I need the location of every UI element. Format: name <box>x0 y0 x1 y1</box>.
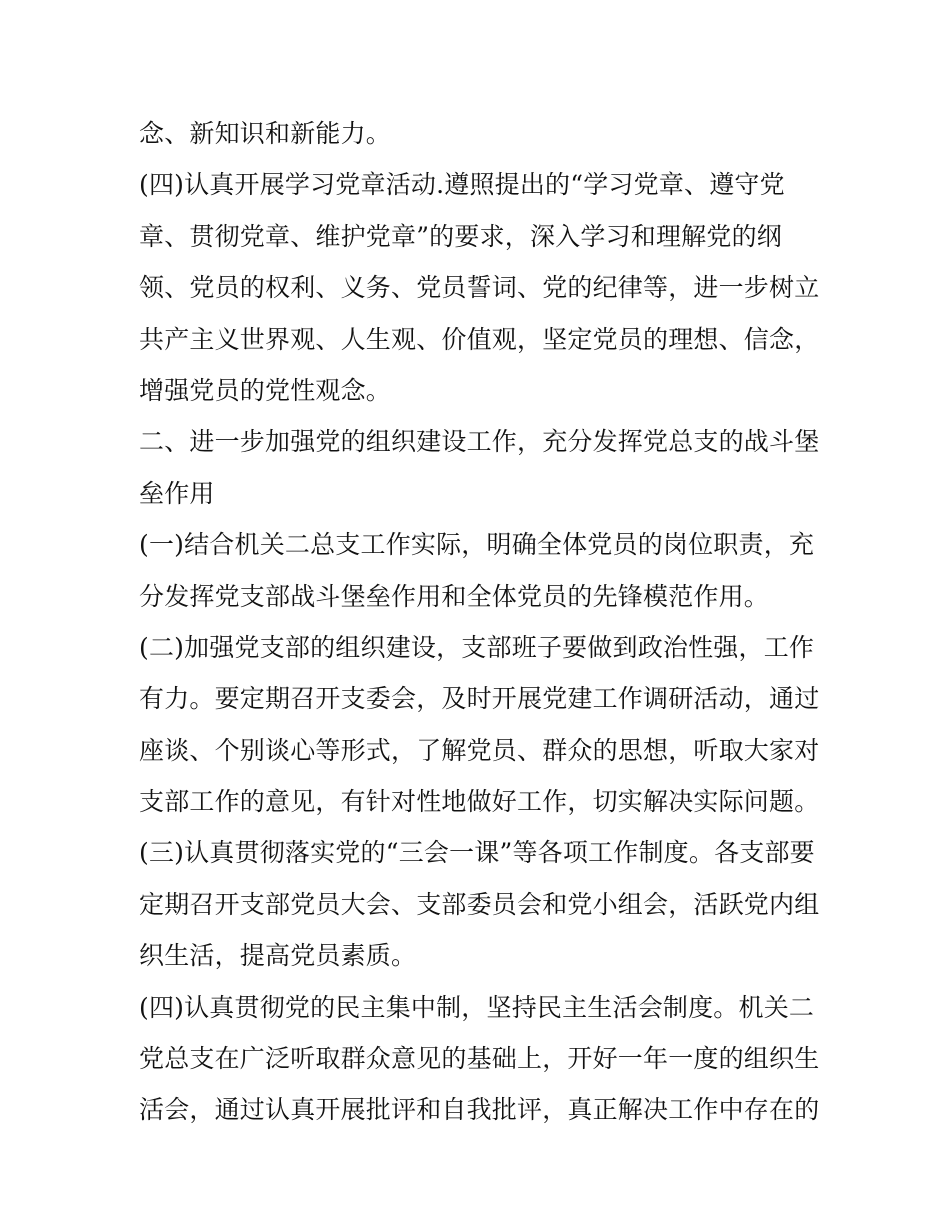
text-line: (一)结合机关二总支工作实际，明确全体党员的岗位职责，充 <box>139 530 815 560</box>
text-line: 座谈、个别谈心等形式，了解党员、群众的思想，听取大家对 <box>139 735 820 765</box>
section-heading-line: 垒作用 <box>139 478 215 508</box>
text-line: 有力。要定期召开支委会，及时开展党建工作调研活动，通过 <box>139 684 820 714</box>
text-line: 活会，通过认真开展批评和自我批评，真正解决工作中存在的 <box>139 1095 820 1125</box>
text-line: 分发挥党支部战斗堡垒作用和全体党员的先锋模范作用。 <box>139 581 770 611</box>
text-line: 支部工作的意见，有针对性地做好工作，切实解决实际问题。 <box>139 787 820 817</box>
text-line: (三)认真贯彻落实党的“三会一课”等各项工作制度。各支部要 <box>139 838 815 868</box>
text-line: 共产主义世界观、人生观、价值观，坚定党员的理想、信念， <box>139 324 820 354</box>
text-line: (四)认真贯彻党的民主集中制，坚持民主生活会制度。机关二 <box>139 992 815 1022</box>
text-line: 定期召开支部党员大会、支部委员会和党小组会，活跃党内组 <box>139 889 820 919</box>
text-line: 党总支在广泛听取群众意见的基础上，开好一年一度的组织生 <box>139 1044 820 1074</box>
document-body <box>139 108 819 1136</box>
text-line: 念、新知识和新能力。 <box>139 119 392 148</box>
text-line: 增强党员的党性观念。 <box>139 375 392 405</box>
text-line: (二)加强党支部的组织建设，支部班子要做到政治性强，工作 <box>139 632 815 662</box>
text-line: 织生活，提高党员素质。 <box>139 941 417 971</box>
text-line: 领、党员的权利、义务、党员誓词、党的纪律等，进一步树立 <box>139 273 820 303</box>
text-line: 章、贯彻党章、维护党章”的要求，深入学习和理解党的纲 <box>139 221 782 251</box>
text-line: (四)认真开展学习党章活动.遵照提出的“学习党章、遵守党 <box>139 170 785 200</box>
section-heading-line: 二、进一步加强党的组织建设工作，充分发挥党总支的战斗堡 <box>139 427 820 457</box>
